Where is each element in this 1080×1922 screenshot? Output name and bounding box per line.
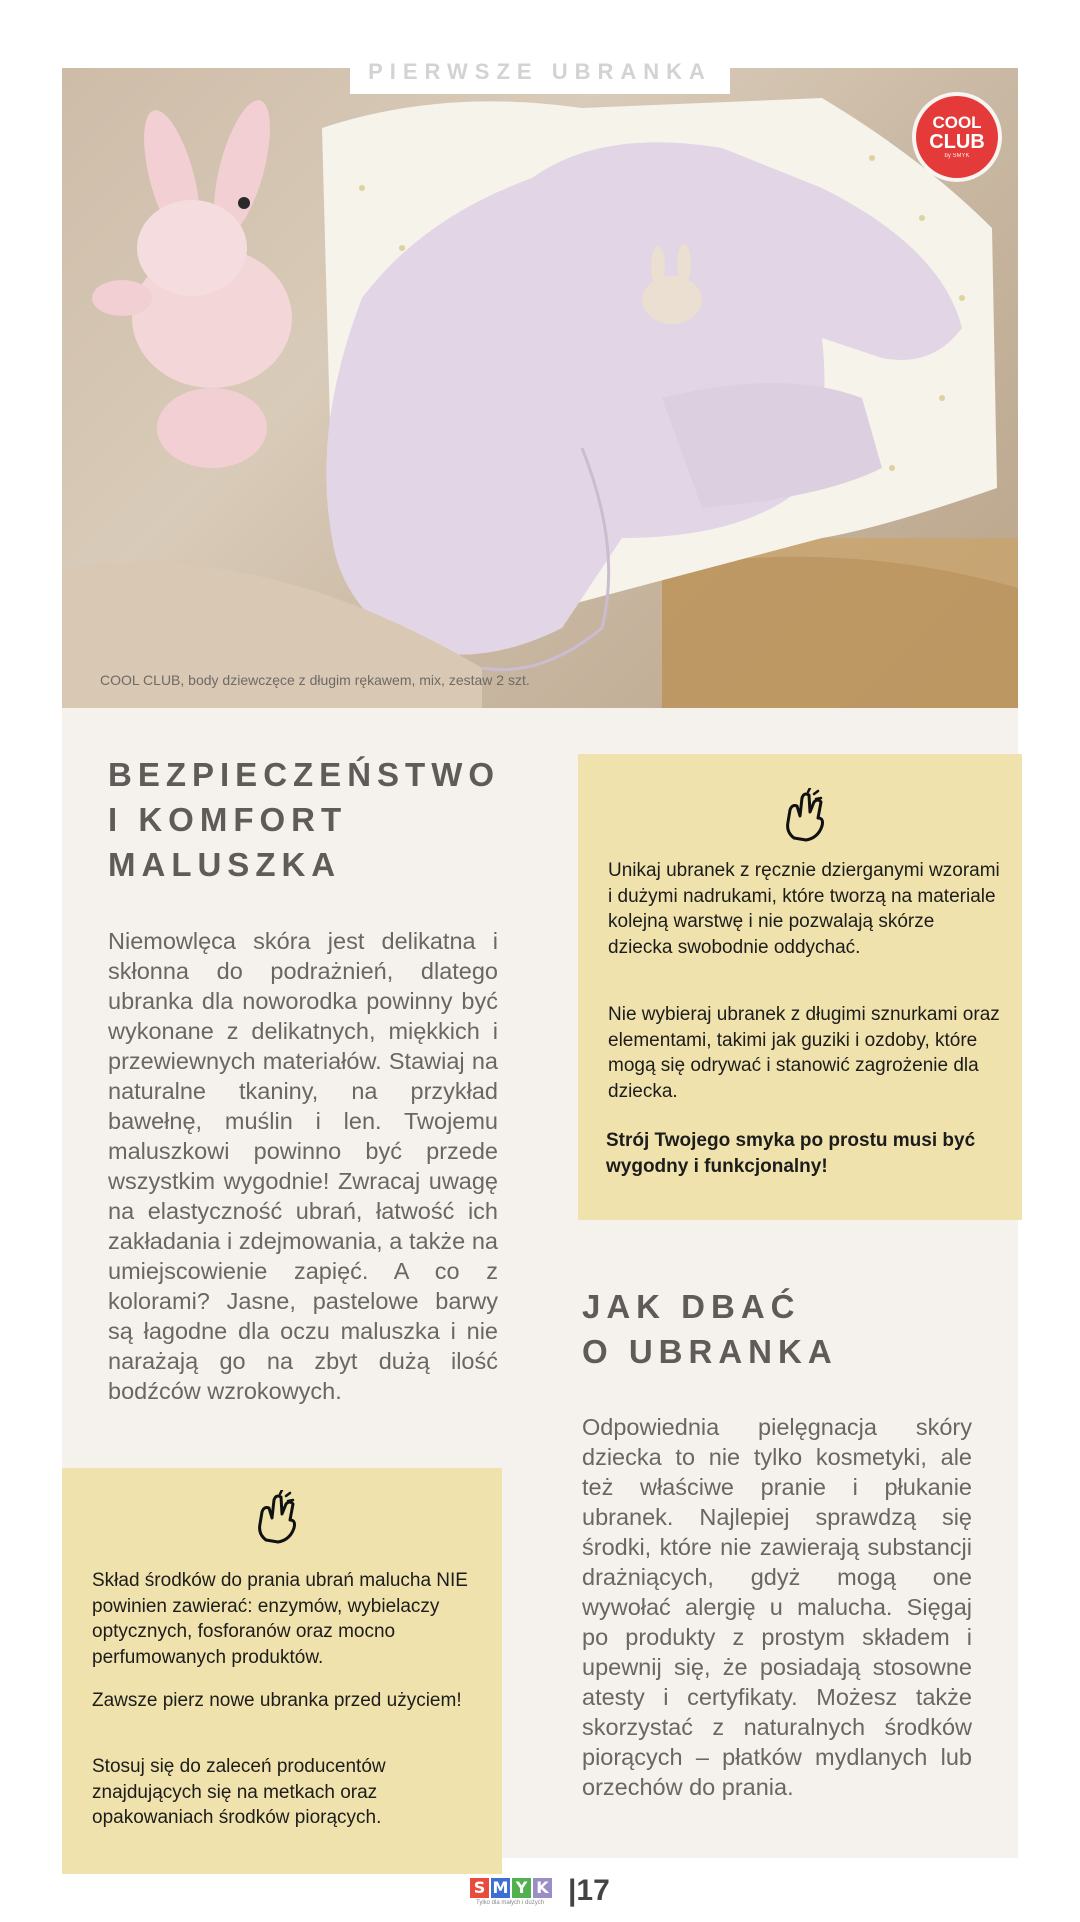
logo-line-2: CLUB bbox=[929, 131, 985, 153]
section-heading-care bbox=[582, 1284, 838, 1374]
photo-caption: COOL CLUB, body dziewczęce z długim rękawem, mix, zestaw 2 szt. bbox=[100, 672, 530, 688]
section-heading-safety bbox=[108, 752, 500, 887]
heading-line: BEZPIECZEŃSTWO bbox=[108, 756, 501, 793]
smyk-logo bbox=[470, 1876, 556, 1910]
section-body-care: Odpowiednia pielęgnacja skóry dziecka to nie tylko kosmetyki, ale też właściwe pranie i płukanie ubranek. Najlepiej sprawdzą się środki, które nie zawierają substancji drażniących, gdyż mogą one wywołać alergię u malucha. Sięgaj po produkty z prostym składem i upewnij się, że posiadają stosowne atesty i certyfikaty. Możesz także skorzystać z naturalnych środków piorących – płatków mydlanych lub orzechów do prania. bbox=[582, 1414, 972, 1800]
header-title: PIERWSZE UBRANKA bbox=[350, 56, 730, 94]
finger-snap-icon bbox=[252, 1490, 300, 1546]
heading-line: MALUSZKA bbox=[108, 846, 342, 883]
product-photo bbox=[62, 68, 1018, 708]
tip-box-washing bbox=[62, 1468, 502, 1874]
logo-letter: Y bbox=[512, 1878, 531, 1898]
logo-letter: M bbox=[492, 1878, 509, 1897]
logo-tagline: Tylko dla małych i dużych bbox=[476, 1900, 545, 1906]
heading-line: O UBRANKA bbox=[582, 1333, 838, 1370]
finger-snap-icon bbox=[780, 788, 828, 844]
heading-line: I KOMFORT bbox=[108, 801, 348, 838]
tip-paragraph-emphasis: Strój Twojego smyka po prostu musi być wygodny i funkcjonalny! bbox=[606, 1130, 976, 1177]
cool-club-logo bbox=[916, 96, 998, 178]
logo-letter: K bbox=[533, 1878, 552, 1898]
tip-paragraph: Skład środków do prania ubrań malucha NIE powinien zawierać: enzymów, wybielaczy optycznych, fosforanów oraz mocno perfumowanych produktów. bbox=[92, 1570, 468, 1668]
page-number: |17 bbox=[568, 1874, 610, 1907]
heading-line: JAK DBAĆ bbox=[582, 1288, 801, 1325]
tip-box-safety bbox=[578, 754, 1022, 1220]
tip-paragraph: Zawsze pierz nowe ubranka przed użyciem! bbox=[92, 1690, 462, 1711]
logo-line-1: COOL bbox=[932, 113, 982, 132]
section-body-safety: Niemowlęca skóra jest delikatna i skłonna do podrażnień, dlatego ubranka dla noworodka powinny być wykonane z delikatnych, miękkich i przewiewnych materiałów. Stawiaj na naturalne tkaniny, na przykład bawełnę, muślin i len. Twojemu maluszkowi powinno być przede wszystkim wygodnie! Zwracaj uwagę na elastyczność ubrań, łatwość ich zakładania i zdejmowania, a także na umiejscowienie zapięć. A co z kolorami? Jasne, pastelowe barwy są łagodne dla oczu maluszka i nie narażają go na zbyt dużą ilość bodźców wzrokowych. bbox=[108, 928, 498, 1404]
plush-rabbit bbox=[92, 95, 292, 468]
tip-paragraph: Stosuj się do zaleceń producentów znajdujących się na metkach oraz opakowaniach środków piorących. bbox=[92, 1756, 386, 1828]
tip-paragraph: Nie wybieraj ubranek z długimi sznurkami oraz elementami, takimi jak guziki i ozdoby, które mogą się odrywać i stanowić zagrożenie dla dziecka. bbox=[608, 1004, 1000, 1102]
baby-clothes-illustration bbox=[62, 68, 1018, 708]
logo-letter: S bbox=[470, 1878, 489, 1898]
logo-line-3: by SMYK bbox=[944, 153, 970, 159]
tip-paragraph: Unikaj ubranek z ręcznie dzierganymi wzorami i dużymi nadrukami, które tworzą na materiale kolejną warstwę i nie pozwalają skórze dziecka swobodnie oddychać. bbox=[608, 860, 1000, 958]
